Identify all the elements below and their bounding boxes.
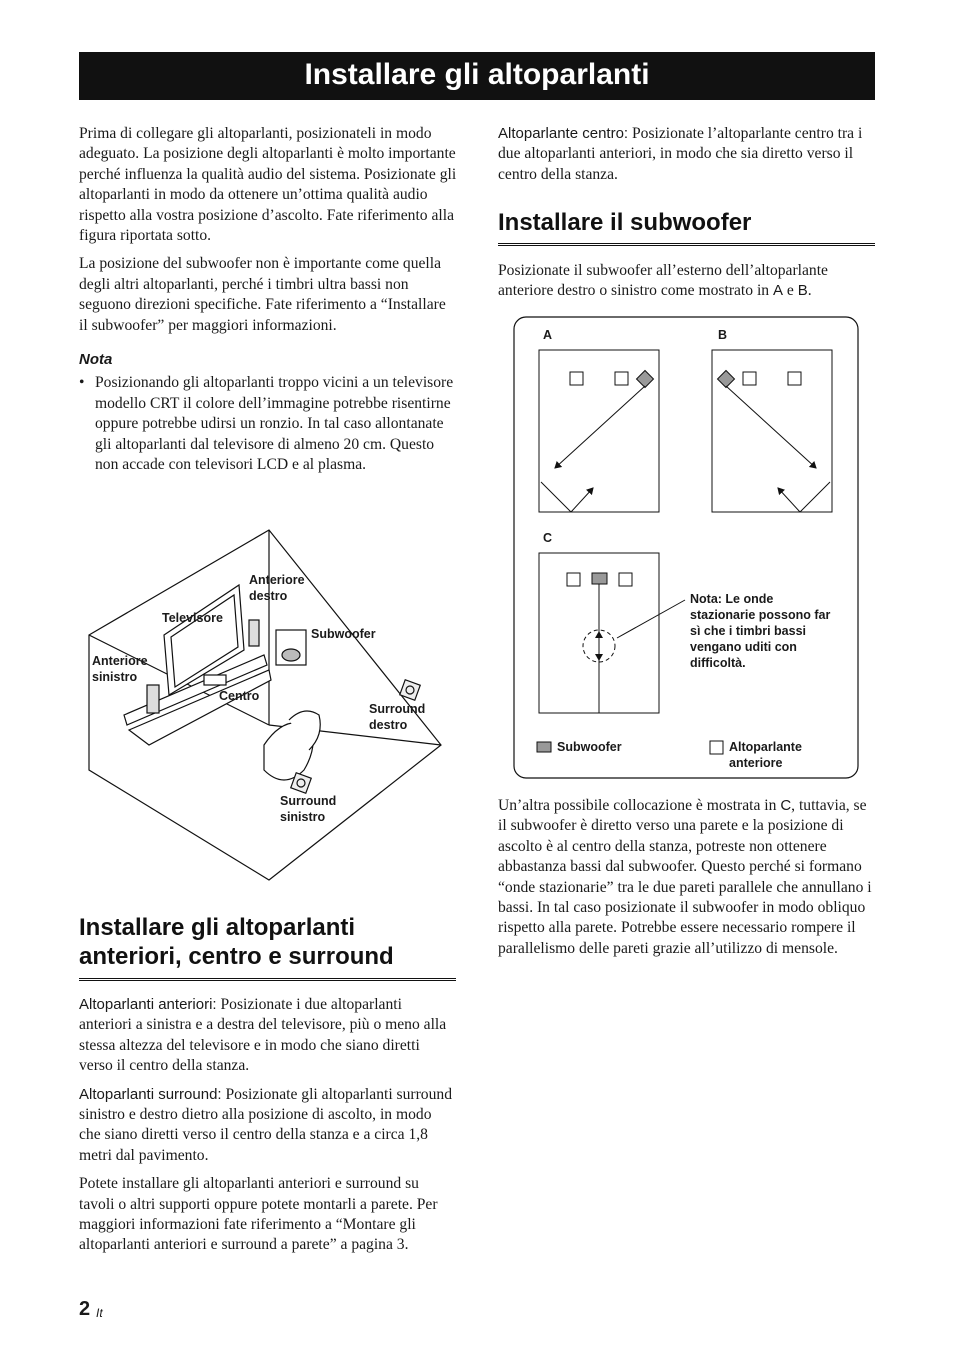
legend-front-label: Altoparlante anteriore (729, 740, 802, 770)
room-b-subwoofer (718, 371, 735, 388)
text-anteriori: Posizionate i due altoparlanti anteriori a sinistra e a destra del televisore, più o meno alla stessa altezza del televisore e in modo che siano diretti verso il centro della stanza. (79, 996, 447, 1075)
room-c-speaker-right (619, 573, 632, 586)
text-centro: Posizionate l’altoparlante centro tra i due altoparlanti anteriori, in modo che sia diretto verso il centro della stanza. (498, 125, 863, 183)
heading-rule-sub (498, 243, 875, 246)
placement-diagram (513, 316, 860, 780)
sub-text-pre: Posizionate il subwoofer all’esterno dell’altoparlante anteriore destro o sinistro come mostrato in (498, 262, 828, 300)
room-a-speaker-left (570, 372, 583, 385)
room-c (539, 553, 685, 713)
left-column-lower (79, 995, 457, 1264)
sub-text-b: B (797, 282, 808, 300)
room-b (712, 350, 832, 512)
room-a-subwoofer (637, 371, 654, 388)
alternative-paragraph (498, 796, 878, 967)
diagram-label-b: B (718, 328, 728, 342)
lead-anteriori: Altoparlanti anteriori: (79, 996, 217, 1013)
subwoofer-paragraph (498, 261, 878, 310)
legend-subwoofer-swatch (537, 742, 551, 752)
diagram-label-a: A (543, 328, 553, 342)
left-column (79, 124, 457, 476)
lead-centro: Altoparlante centro: (498, 125, 629, 142)
subwoofer-cone (282, 649, 300, 661)
nota-text: Posizionando gli altoparlanti troppo vicini a un televisore modello CRT il colore dell’immagine potrebbe risentirne oppure potrebbe udirsi un ronzio. In tal caso allontanate gli altoparlanti dal televisore di almeno 20 cm. Questo non accade con televisori LCD e al plasma. (95, 374, 454, 474)
alt-text-post: , tuttavia, se il subwoofer è diretto verso una parete e la posizione di ascolto è al centro della stanza, potreste non ottenere abbastanza bassi dal subwoofer. Questo perché si formano “onde stazionarie” tra le due pareti parallele che annullano i bassi. In tal caso posizionate il subwoofer in modo obliquo rispetto alla parete. Potrebbe essere necessario rompere il parallelismo delle pareti grazie all’utilizzo di mensole. (498, 797, 872, 957)
title-bar (79, 52, 875, 100)
sub-text-a: A (773, 282, 784, 300)
room-b-speaker-left (743, 372, 756, 385)
room-a-wave (571, 488, 593, 512)
alt-text-pre: Un’altra possibile collocazione è mostrata in (498, 797, 781, 814)
room-b-wave (726, 386, 816, 468)
note-leader (617, 600, 685, 638)
label-televisore: Televisore (162, 611, 223, 625)
room-a-wave (541, 482, 571, 512)
text-surround: Posizionate gli altoparlanti surround sinistro e destro dietro alla posizione di ascolto, in modo che siano diretti verso il centro della stanza e a circa 1,8 metri dal pavimento. (79, 1085, 452, 1164)
diagram-frame (514, 317, 858, 778)
lead-surround: Altoparlanti surround: (79, 1085, 222, 1103)
heading-anteriori-centro-surround: Installare gli altoparlanti anteriori, centro e surround (79, 914, 394, 970)
paragraph-anteriori (79, 995, 457, 1077)
legend-front-swatch (710, 741, 723, 754)
sub-text-mid: e (783, 282, 798, 300)
diagram-label-c: C (543, 531, 553, 545)
room-b-speaker-right (788, 372, 801, 385)
legend-subwoofer-label: Subwoofer (557, 740, 622, 754)
page-title: Installare gli altoparlanti (304, 58, 650, 91)
nota-label: Nota (79, 351, 113, 369)
front-right-speaker (249, 620, 259, 646)
room-c-speaker-left (567, 573, 580, 586)
room-a-speaker-right (615, 372, 628, 385)
paragraph-centro (498, 124, 878, 185)
sub-text-end: . (807, 282, 812, 300)
label-surround-destro: Surround destro (369, 702, 426, 732)
heading-rule (79, 978, 456, 981)
label-centro: Centro (219, 689, 260, 703)
room-a-wave (555, 386, 645, 468)
front-left-speaker (147, 685, 159, 713)
paragraph-surround (79, 1085, 457, 1167)
label-surround-sinistro: Surround sinistro (280, 794, 337, 824)
page-language: It (96, 1306, 103, 1320)
alt-text-c: C (780, 797, 792, 814)
label-anteriore-destro: Anteriore destro (249, 573, 305, 603)
label-subwoofer: Subwoofer (311, 627, 376, 641)
room-c-subwoofer (592, 573, 607, 584)
room-b-wave (778, 488, 800, 512)
heading-subwoofer: Installare il subwoofer (498, 209, 752, 236)
diagram-note: Nota: Le onde stazionarie possono far sì che i timbri bassi vengano uditi con difficoltà. (690, 592, 831, 670)
right-column (498, 124, 878, 193)
intro-paragraph-2: La posizione del subwoofer non è importante come quella degli altri altoparlanti, perché i timbri ultra bassi non seguono direzioni specifiche. Fate riferimento a “Installare il subwoofer” per maggiori informazioni. (79, 255, 446, 334)
paragraph-install: Potete installare gli altoparlanti anteriori e surround su tavoli o altri supporti oppure potete montarli a parete. Per maggiori informazioni fate riferimento a “Montare gli altoparlanti anteriori e surround a parete” a pagina 3. (79, 1175, 438, 1254)
intro-paragraph-1: Prima di collegare gli altoparlanti, posizionateli in modo adeguato. La posizione degli altoparlanti è molto importante perché influenza la qualità audio del sistema. Posizionate gli altoparlanti in modo da ottenere un’ottima qualità audio rispetto alla vostra posizione d’ascolto. Fate riferimento alla figura riportata sotto. (79, 125, 457, 245)
page-number: 2 (79, 1298, 91, 1320)
bullet-dot: • (79, 374, 85, 392)
nota-bullet (79, 373, 457, 475)
room-b-wave (800, 482, 830, 512)
label-anteriore-sinistro: Anteriore sinistro (92, 654, 148, 684)
tv-center-box (204, 675, 226, 685)
room-a (539, 350, 659, 512)
